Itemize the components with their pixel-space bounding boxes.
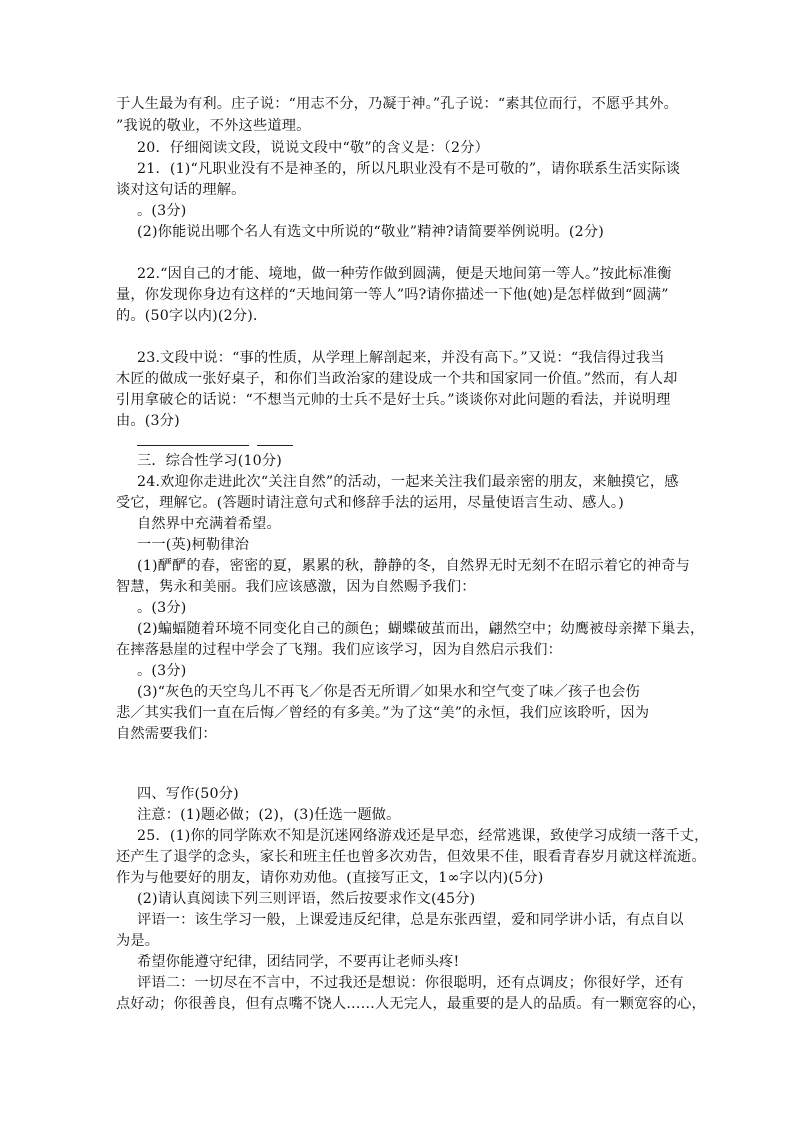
question-22: 22.“因自己的才能、境地，做一种劳作做到圆满，便是天地间第一等人。”按此标准衡 (137, 266, 672, 282)
comment-1: 评语一：该生学习一般，上课爱违反纪律，总是东张西望，爱和同学讲小话，有点自以 (137, 912, 684, 928)
comment-1-hope: 希望你能遵守纪律，团结同学，不要再让老师头疼! (137, 954, 460, 970)
text-line: 木匠的做成一张好桌子，和你们当政治家的建设成一个共和国家同一价值。”然而，有人却 (116, 371, 678, 387)
text-line: 谈对这句话的理解。 (116, 182, 246, 198)
question-20: 20．仔细阅读文段，说说文段中“敬”的含义是：（2分） (137, 140, 490, 156)
writing-note: 注意：(1)题必做；(2)，(3)任选一题做。 (137, 807, 401, 823)
question-24-1: (1)酽酽的春，密密的夏，累累的秋，静静的冬，自然界无时无刻不在昭示着它的神奇与 (137, 558, 691, 574)
text-line: 为是。 (116, 933, 160, 949)
comment-2: 评语二：一切尽在不言中，不过我还是想说：你很聪明，还有点调皮；你很好学，还有 (137, 975, 684, 991)
text-line: 悲／其实我们一直在后悔／曾经的有多美。”为了这“美”的永恒，我们应该聆听，因为 (116, 705, 650, 721)
quote-line: 自然界中充满着希望。 (137, 516, 281, 532)
text-line: 智慧，隽永和美丽。我们应该感激，因为自然赐予我们： (116, 579, 476, 595)
text-line: 的。(50字以内)(2分)． (116, 308, 268, 324)
answer-blank-marker: 。(3分) (137, 600, 187, 616)
question-24-3: (3)“灰色的天空鸟儿不再飞／你是否无所谓／如果水和空气变了味／孩子也会伤 (137, 684, 640, 700)
text-line: 引用拿破仑的话说：“不想当元帅的士兵不是好士兵。”谈谈你对此问题的看法，并说明理 (116, 392, 671, 408)
text-line: 受它，理解它。(答题时请注意句式和修辞手法的运用，尽量使语言生动、感人。) (116, 495, 624, 511)
question-21: 21．(1)“凡职业没有不是神圣的，所以凡职业没有不是可敬的”，请你联系生活实际谈 (137, 161, 681, 177)
answer-underline (257, 445, 293, 446)
section-heading-3: 三．综合性学习(10分) (137, 453, 283, 469)
answer-underline (137, 445, 249, 446)
answer-blank-marker: 。(3分) (137, 203, 187, 219)
text-line: 由。(3分) (116, 413, 180, 429)
question-25: 25．(1)你的同学陈欢不知是沉迷网络游戏还是早恋，经常逃课，致使学习成绩一落千丈， (137, 828, 709, 844)
section-heading-4: 四、写作(50分) (137, 786, 239, 802)
text-line: ”我说的敬业，不外这些道理。 (116, 118, 311, 134)
text-line: 作为与他要好的朋友，请你劝劝他。(直接写正文，1∞字以内)(5分) (116, 870, 544, 886)
question-24: 24.欢迎你走进此次“关注自然”的活动，一起来关注我们最亲密的朋友，来触摸它，感 (137, 474, 679, 490)
question-24-2: (2)蝙蝠随着环境不同变化自己的颜色；蝴蝶破茧而出，翩然空中；幼鹰被母亲撵下巢去， (137, 621, 705, 637)
text-line: 点好动；你很善良，但有点嘴不饶人……人无完人，最重要的是人的品质。有一颗宽容的心， (116, 996, 706, 1012)
text-line: 还产生了退学的念头，家长和班主任也曾多次劝告，但效果不佳，眼看青春岁月就这样流逝。 (116, 849, 706, 865)
question-23: 23.文段中说：“事的性质，从学理上解剖起来，并没有高下。”又说：“我信得过我当 (137, 350, 665, 366)
text-line: 量，你发现你身边有这样的“天地间第一等人”吗?请你描述一下他(她)是怎样做到“圆满” (116, 287, 669, 303)
question-25-2: (2)请认真阅读下列三则评语，然后按要求作文(45分) (137, 891, 476, 907)
quote-author: 一一(英)柯勒律治 (137, 537, 250, 553)
text-line: 在摔落悬崖的过程中学会了飞翔。我们应该学习，因为自然启示我们： (116, 642, 563, 658)
text-line: 于人生最为有利。庄子说：“用志不分，乃凝于神。”孔子说：“素其位而行，不愿乎其外。 (116, 96, 678, 112)
text-line: 自然需要我们： (116, 726, 217, 742)
question-21-2: (2)你能说出哪个名人有选文中所说的“敬业”精神?请简要举例说明。(2分) (137, 224, 604, 240)
answer-blank-marker: 。(3分) (137, 663, 187, 679)
